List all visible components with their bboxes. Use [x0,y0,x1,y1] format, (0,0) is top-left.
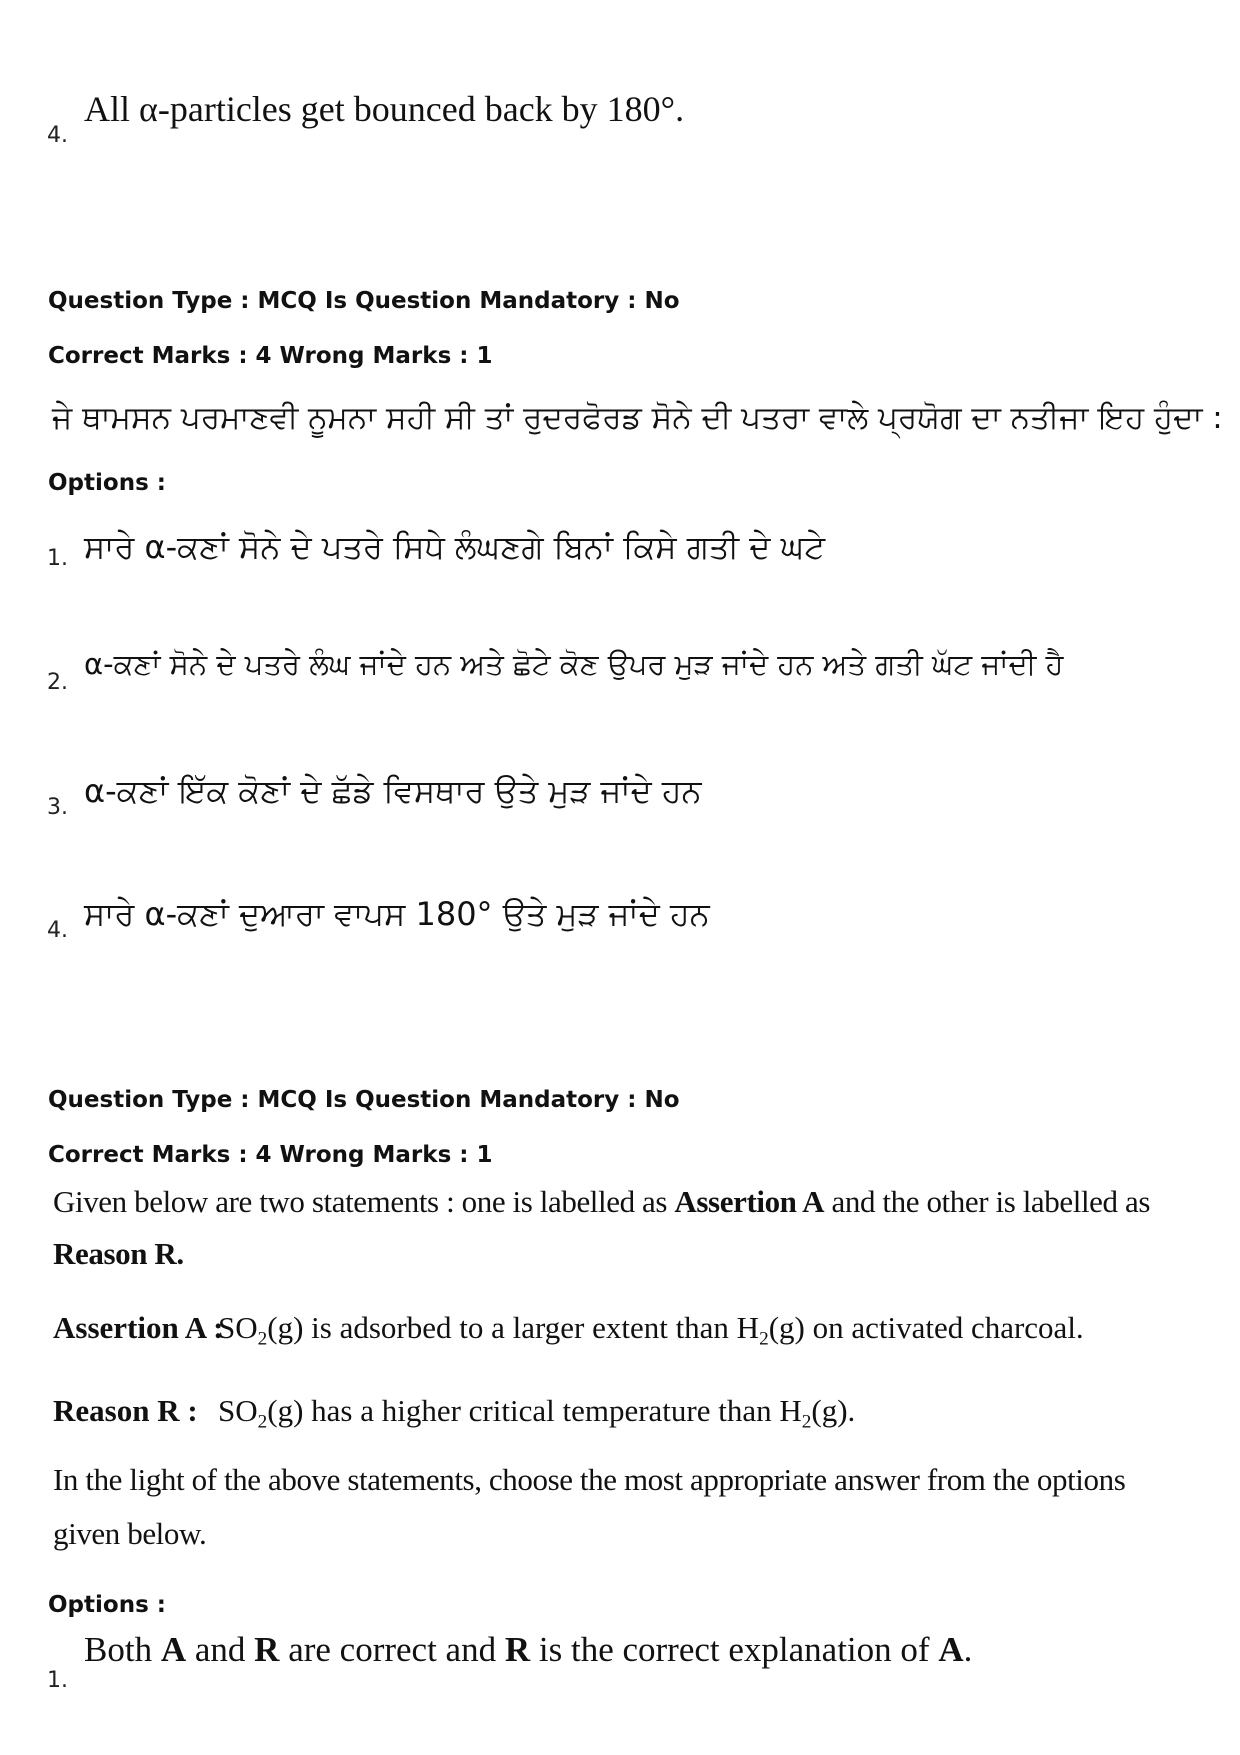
closing-text: In the light of the above statements, choose the most appropriate answer from the options [53,1462,1126,1497]
question-type-line: Question Type : MCQ Is Question Mandatory : No [48,1087,680,1113]
reason-label: Reason R : [53,1393,198,1428]
option-number: 1. [47,546,68,571]
closing-text-continued: given below. [53,1516,207,1551]
option-number: 4. [47,123,68,148]
question-intro-continued: Reason R. [53,1236,184,1271]
option-number: 2. [47,670,68,695]
option-text: ਸਾਰੇ α-ਕਣਾਂ ਸੋਨੇ ਦੇ ਪਤਰੇ ਸਿਧੇ ਲੰਘਣਗੇ ਬਿਨਾਂ ਕਿਸੇ ਗਤੀ ਦੇ ਘਟੇ [84,528,825,566]
option-text: All α-particles get bounced back by 180°. [84,89,685,129]
assertion-text: $SO_2(g)$ is adsorbed to a larger extent than $H_2(g)$ on activated charcoal. [218,1310,1084,1350]
assertion-label: Assertion A : [53,1310,224,1345]
question-type-line: Question Type : MCQ Is Question Mandatory : No [48,288,680,314]
option-number: 1. [47,1668,68,1693]
option-text: α-ਕਣਾਂ ਸੋਨੇ ਦੇ ਪਤਰੇ ਲੰਘ ਜਾਂਦੇ ਹਨ ਅਤੇ ਛੋਟੇ ਕੋਣ ਉਪਰ ਮੁੜ ਜਾਂਦੇ ਹਨ ਅਤੇ ਗਤੀ ਘੱਟ ਜਾਂਦੀ ਹੈ [84,647,1064,681]
options-label: Options : [48,470,166,496]
marks-line: Correct Marks : 4 Wrong Marks : 1 [48,1142,493,1168]
option-number: 4. [47,918,68,943]
options-label: Options : [48,1592,166,1618]
option-number: 3. [47,795,68,820]
reason-text: $SO_2(g)$ has a higher critical temperature than $H_2(g)$. [218,1393,856,1433]
question-intro: Given below are two statements : one is labelled as Assertion A and the other is labelled as [53,1184,1150,1219]
question-text: ਜੇ ਥਾਮਸਨ ਪਰਮਾਣਵੀ ਨੂਮਨਾ ਸਹੀ ਸੀ ਤਾਂ ਰੁਦਰਫੋਰਡ ਸੋਨੇ ਦੀ ਪਤਰਾ ਵਾਲੇ ਪ੍ਰਯੋਗ ਦਾ ਨਤੀਜਾ ਇਹ ਹੁੰਦਾ : [52,400,1223,436]
option-text: α-ਕਣਾਂ ਇੱਕ ਕੋਣਾਂ ਦੇ ਛੱਡੇ ਵਿਸਥਾਰ ਉਤੇ ਮੁੜ ਜਾਂਦੇ ਹਨ [84,772,702,810]
marks-line: Correct Marks : 4 Wrong Marks : 1 [48,343,493,369]
option-text: ਸਾਰੇ α-ਕਣਾਂ ਦੁਆਰਾ ਵਾਪਸ 180° ਉਤੇ ਮੁੜ ਜਾਂਦੇ ਹਨ [84,895,710,933]
option-text: Both A and R are correct and R is the correct explanation of A. [84,1630,973,1669]
